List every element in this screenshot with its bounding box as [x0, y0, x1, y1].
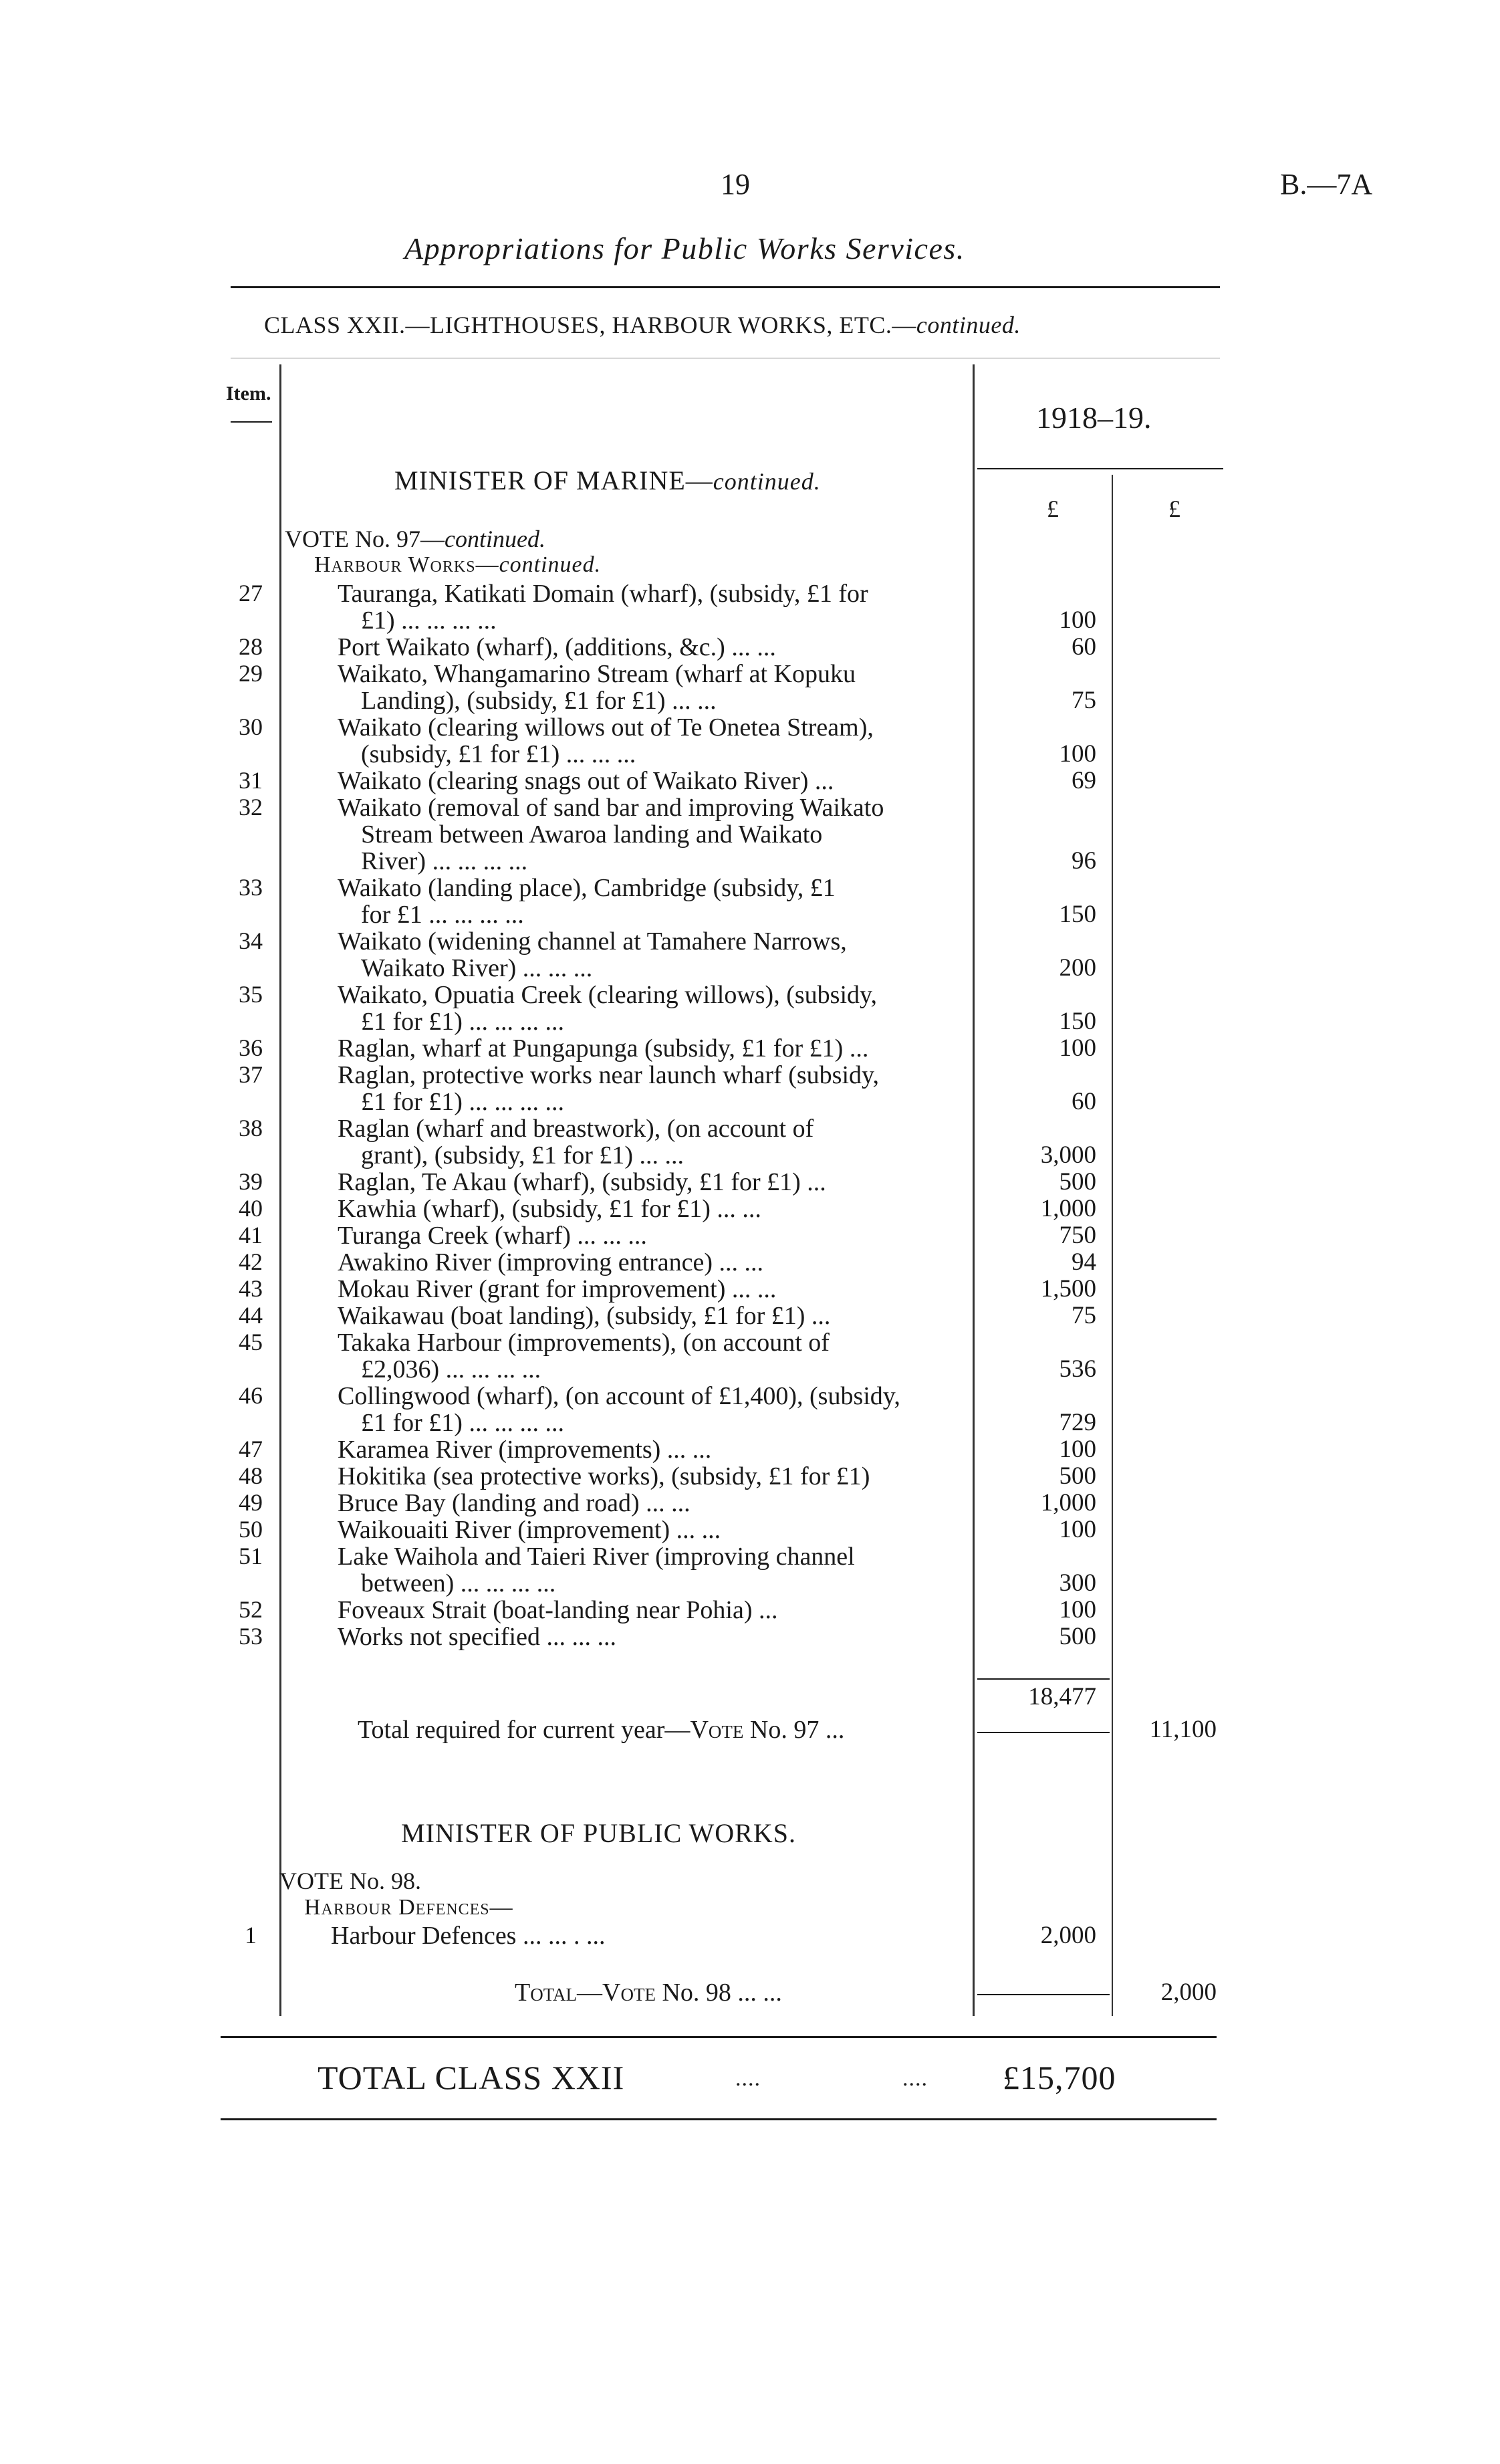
item-number: 44: [239, 1302, 263, 1329]
item-amount: 3,000: [1040, 1141, 1096, 1169]
item-amount: 729: [1059, 1409, 1096, 1436]
pound-symbol-col2: £: [1168, 495, 1180, 522]
item-number: 37: [239, 1061, 263, 1088]
item-number: 52: [239, 1596, 263, 1623]
item-amount: 69: [1072, 767, 1096, 794]
item-description-line: Tauranga, Katikati Domain (wharf), (subsidy, £1 for: [338, 580, 868, 608]
description-column-rule: [973, 364, 975, 2016]
item-amount: 1,500: [1040, 1275, 1096, 1303]
item-amount: 60: [1072, 1088, 1096, 1115]
vote-97-total-amount: 11,100: [1149, 1716, 1217, 1743]
item-amount: 94: [1072, 1248, 1096, 1276]
marine-section-heading: [394, 465, 821, 496]
item-amount: 150: [1059, 1008, 1096, 1035]
vote-97-total-post: No. 97 ...: [743, 1716, 845, 1744]
item-description-line: Raglan, wharf at Pungapunga (subsidy, £1 for £1) ...: [338, 1034, 869, 1062]
item-amount: 100: [1059, 606, 1096, 634]
item-description-line: Landing), (subsidy, £1 for £1) ... ...: [361, 687, 717, 715]
item-description-line: Hokitika (sea protective works), (subsidy, £1 for £1): [338, 1462, 870, 1490]
item-description-line: Lake Waihola and Taieri River (improving channel: [338, 1543, 855, 1571]
item-amount: 1,000: [1040, 1489, 1096, 1517]
year-header-rule: [977, 468, 1223, 469]
item-description-line: Foveaux Strait (boat-landing near Pohia) ...: [338, 1596, 778, 1624]
item-description-line: for £1 ... ... ... ...: [361, 901, 524, 929]
marine-heading-text: MINISTER OF MARINE—: [394, 465, 713, 495]
item-amount: 1,000: [1040, 1195, 1096, 1222]
item-number: 39: [239, 1168, 263, 1195]
class-heading: [264, 311, 1021, 339]
vote-98-total-mid: —Vote: [577, 1979, 656, 2007]
item-number: 53: [239, 1623, 263, 1650]
item-amount: 200: [1059, 954, 1096, 982]
item-description-line: Waikawau (boat landing), (subsidy, £1 for £1) ...: [338, 1302, 831, 1330]
item-description-line: Karamea River (improvements) ... ...: [338, 1436, 712, 1464]
item-description-line: Bruce Bay (landing and road) ... ...: [338, 1489, 691, 1517]
item-number: 50: [239, 1516, 263, 1543]
item-description-line: Port Waikato (wharf), (additions, &c.) ... ...: [338, 633, 776, 661]
item-description-line: Takaka Harbour (improvements), (on account of: [338, 1329, 830, 1357]
item-description-line: Waikato River) ... ... ...: [361, 954, 593, 982]
public-works-section-heading: MINISTER OF PUBLIC WORKS.: [401, 1818, 796, 1848]
item-description-line: (subsidy, £1 for £1) ... ... ...: [361, 740, 636, 768]
item-description-line: Waikato (clearing willows out of Te Onetea Stream),: [338, 713, 874, 742]
item-amount: 60: [1072, 633, 1096, 661]
item-number: 38: [239, 1115, 263, 1141]
item-amount: 150: [1059, 901, 1096, 928]
item-amount: 75: [1072, 1302, 1096, 1329]
item-number: 32: [239, 794, 263, 820]
item-number: 48: [239, 1462, 263, 1489]
year-column-header: 1918–19.: [1036, 401, 1152, 435]
item-number: 42: [239, 1248, 263, 1275]
item-amount: 100: [1059, 1596, 1096, 1623]
item-amount: 750: [1059, 1222, 1096, 1249]
item-description-line: Waikato (widening channel at Tamahere Narrows,: [338, 927, 847, 956]
vote-98-total-rule: [977, 1994, 1110, 1995]
vote-97-text: VOTE No. 97—: [285, 526, 445, 552]
item-description-line: River) ... ... ... ...: [361, 847, 528, 875]
item-number: 35: [239, 981, 263, 1008]
item-amount: 100: [1059, 1034, 1096, 1062]
item-description-line: grant), (subsidy, £1 for £1) ... ...: [361, 1141, 684, 1169]
item-description-line: £2,036) ... ... ... ...: [361, 1355, 541, 1383]
vote-98-heading: VOTE No. 98.: [279, 1868, 421, 1894]
vote-98-total-label: [515, 1978, 782, 2007]
item-description-line: Waikato (clearing snags out of Waikato River) ...: [338, 767, 834, 795]
item-amount: 536: [1059, 1355, 1096, 1383]
vote-97-heading: [285, 525, 545, 553]
item-number-1: 1: [245, 1922, 257, 1948]
item-column-rule: [279, 364, 281, 2016]
item-number: 28: [239, 633, 263, 660]
item-description-line: Waikato (removal of sand bar and improving Waikato: [338, 794, 884, 822]
item-number: 27: [239, 580, 263, 606]
item-description-line: Mokau River (grant for improvement) ... ...: [338, 1275, 777, 1303]
page-number: 19: [721, 168, 750, 201]
item-number: 43: [239, 1275, 263, 1302]
item-amount: 500: [1059, 1623, 1096, 1650]
item-description-line: £1 for £1) ... ... ... ...: [361, 1088, 564, 1116]
vote-98-total-post: No. 98 ... ...: [655, 1979, 782, 2007]
page-title: Appropriations for Public Works Services.: [404, 231, 965, 265]
item-description-line: Raglan, protective works near launch wharf (subsidy,: [338, 1061, 880, 1089]
grand-total-rule-bottom: [221, 2118, 1217, 2120]
item-description-line: Waikouaiti River (improvement) ... ...: [338, 1516, 721, 1544]
item-number: 49: [239, 1489, 263, 1516]
item-amount: 100: [1059, 1436, 1096, 1463]
item-column-header: Item.: [226, 382, 271, 405]
item-description-line: Collingwood (wharf), (on account of £1,400), (subsidy,: [338, 1382, 900, 1410]
item-amount: 75: [1072, 687, 1096, 714]
vote-98-total-pre: Total: [515, 1979, 578, 2007]
item-amount: 100: [1059, 740, 1096, 768]
item-amount: 300: [1059, 1569, 1096, 1597]
item-number: 45: [239, 1329, 263, 1355]
document-code: B.—7A: [1280, 168, 1373, 201]
item-description-line: Raglan (wharf and breastwork), (on account of: [338, 1115, 814, 1143]
item-number: 41: [239, 1222, 263, 1248]
class-heading-text: CLASS XXII.—LIGHTHOUSES, HARBOUR WORKS, ETC.—: [264, 312, 916, 338]
vote-97-total-label: [358, 1715, 844, 1745]
item-header-underline: [231, 421, 272, 423]
vote-97-suffix: continued.: [444, 526, 545, 552]
harbour-defences-amount: 2,000: [1040, 1922, 1096, 1949]
item-description-line: £1) ... ... ... ...: [361, 606, 497, 635]
amount-column-rule: [1112, 475, 1113, 2016]
grand-total-rule-top: [221, 2036, 1217, 2038]
item-number: 46: [239, 1382, 263, 1409]
item-number: 47: [239, 1436, 263, 1462]
subtotal-rule-top: [977, 1678, 1110, 1680]
marine-subtotal: 18,477: [1028, 1683, 1096, 1710]
item-amount: 100: [1059, 1516, 1096, 1543]
grand-total-dots-2: ....: [902, 2066, 928, 2091]
item-description-line: Raglan, Te Akau (wharf), (subsidy, £1 for £1) ...: [338, 1168, 826, 1196]
grand-total-label: TOTAL CLASS XXII: [318, 2059, 625, 2096]
item-description-line: Kawhia (wharf), (subsidy, £1 for £1) ... ...: [338, 1195, 761, 1223]
title-underline: [231, 286, 1220, 288]
item-description-line: Awakino River (improving entrance) ... ...: [338, 1248, 764, 1276]
harbour-works-suffix: continued.: [499, 552, 602, 577]
pound-symbol-col1: £: [1047, 495, 1059, 522]
harbour-works-text: Harbour Works—: [314, 552, 499, 577]
item-amount: 500: [1059, 1462, 1096, 1490]
harbour-works-subheading: [314, 552, 601, 578]
item-description-line: Works not specified ... ... ...: [338, 1623, 616, 1651]
item-amount: 500: [1059, 1168, 1096, 1196]
vote-98-total-amount: 2,000: [1160, 1979, 1217, 2006]
marine-heading-suffix: continued.: [713, 468, 821, 495]
item-number: 40: [239, 1195, 263, 1222]
item-description-line: £1 for £1) ... ... ... ...: [361, 1008, 564, 1036]
item-number: 33: [239, 874, 263, 901]
vote-97-total-pre: Total required for current year—: [358, 1716, 691, 1744]
subtotal-rule-bottom: [977, 1732, 1110, 1733]
item-number: 36: [239, 1034, 263, 1061]
item-amount: 96: [1072, 847, 1096, 875]
item-number: 31: [239, 767, 263, 794]
harbour-defences-subheading: Harbour Defences—: [304, 1895, 513, 1920]
grand-total-dots-1: ....: [735, 2066, 761, 2091]
vote-97-total-vote: Vote: [690, 1716, 744, 1744]
item-number: 30: [239, 713, 263, 740]
item-description-line: £1 for £1) ... ... ... ...: [361, 1409, 564, 1437]
item-description-line: between) ... ... ... ...: [361, 1569, 556, 1597]
item-number: 34: [239, 927, 263, 954]
item-description-line: Turanga Creek (wharf) ... ... ...: [338, 1222, 647, 1250]
item-number: 51: [239, 1543, 263, 1569]
item-description-line: Waikato, Whangamarino Stream (wharf at Kopuku: [338, 660, 856, 688]
class-heading-suffix: continued.: [916, 312, 1021, 338]
item-number: 29: [239, 660, 263, 687]
item-description-line: Waikato, Opuatia Creek (clearing willows), (subsidy,: [338, 981, 878, 1009]
item-description-line: Waikato (landing place), Cambridge (subsidy, £1: [338, 874, 836, 902]
grand-total-amount: £15,700: [1003, 2059, 1116, 2096]
harbour-defences-item: Harbour Defences ... ... . ...: [331, 1922, 606, 1950]
item-description-line: Stream between Awaroa landing and Waikato: [361, 820, 823, 849]
